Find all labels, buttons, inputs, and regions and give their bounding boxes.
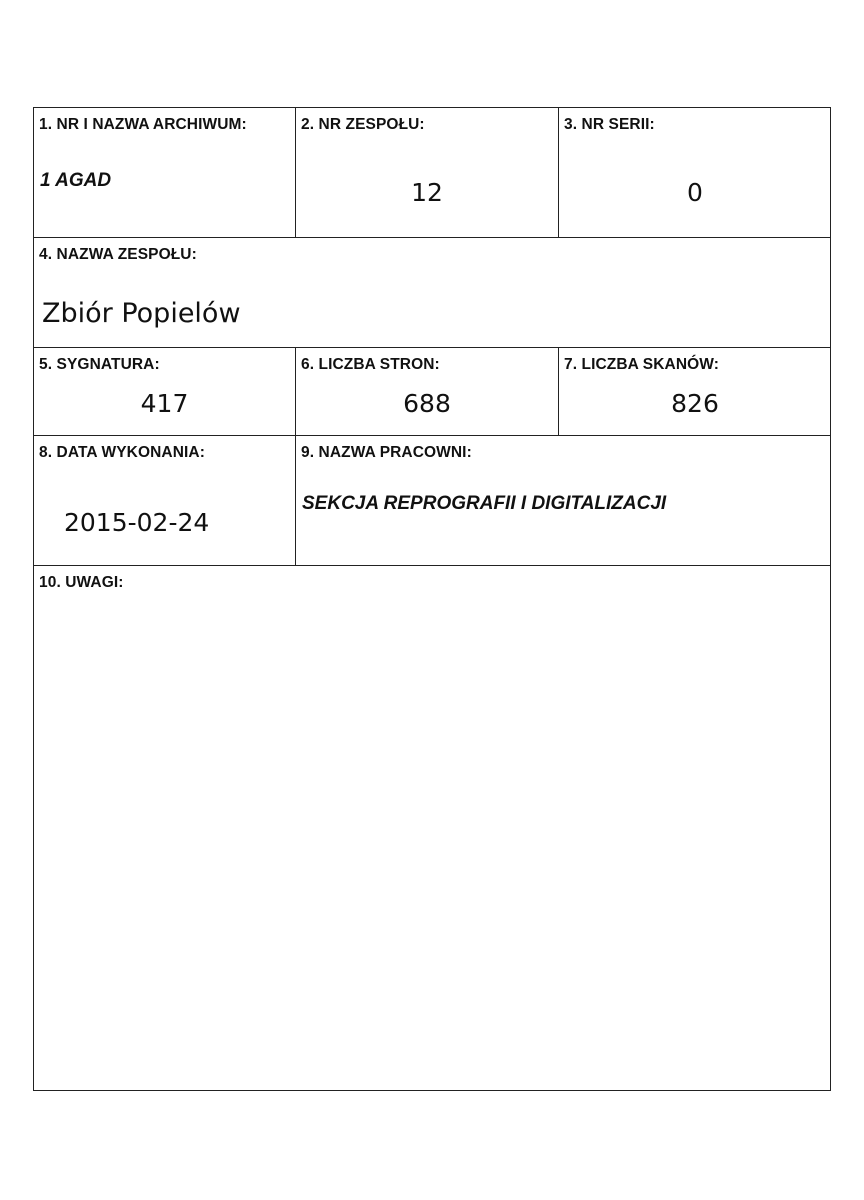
notes-label: 10. UWAGI:: [39, 574, 124, 591]
signature-cell: [34, 348, 296, 436]
workshop-value: SEKCJA REPROGRAFII I DIGITALIZACJI: [302, 493, 667, 514]
fonds-number-label: 2. NR ZESPOŁU:: [301, 116, 425, 133]
signature-value: 417: [140, 389, 189, 418]
fonds-name-label: 4. NAZWA ZESPOŁU:: [39, 246, 197, 263]
fonds-name-cell: [34, 238, 831, 348]
notes-cell: [34, 566, 831, 1090]
workshop-cell: [296, 436, 831, 566]
series-number-value: 0: [687, 178, 703, 207]
date-cell: [34, 436, 296, 566]
archive-value: 1 AGAD: [40, 170, 112, 191]
fonds-name-value: Zbiór Popielów: [42, 298, 241, 329]
fonds-number-value: 12: [411, 178, 443, 207]
scan-count-cell: [559, 348, 831, 436]
date-value: 2015-02-24: [64, 508, 210, 537]
scan-count-label: 7. LICZBA SKANÓW:: [564, 356, 719, 373]
series-number-cell: [559, 108, 831, 238]
page-count-cell: [296, 348, 559, 436]
series-number-label: 3. NR SERII:: [564, 116, 655, 133]
workshop-label: 9. NAZWA PRACOWNI:: [301, 444, 472, 461]
fonds-number-cell: [296, 108, 559, 238]
scan-count-value: 826: [671, 389, 719, 418]
archive-label: 1. NR I NAZWA ARCHIWUM:: [39, 116, 247, 133]
signature-label: 5. SYGNATURA:: [39, 356, 160, 373]
page-count-label: 6. LICZBA STRON:: [301, 356, 440, 373]
archive-cell: [34, 108, 296, 238]
page-count-value: 688: [403, 389, 451, 418]
archive-scan-form: [33, 107, 831, 1091]
date-label: 8. DATA WYKONANIA:: [39, 444, 205, 461]
